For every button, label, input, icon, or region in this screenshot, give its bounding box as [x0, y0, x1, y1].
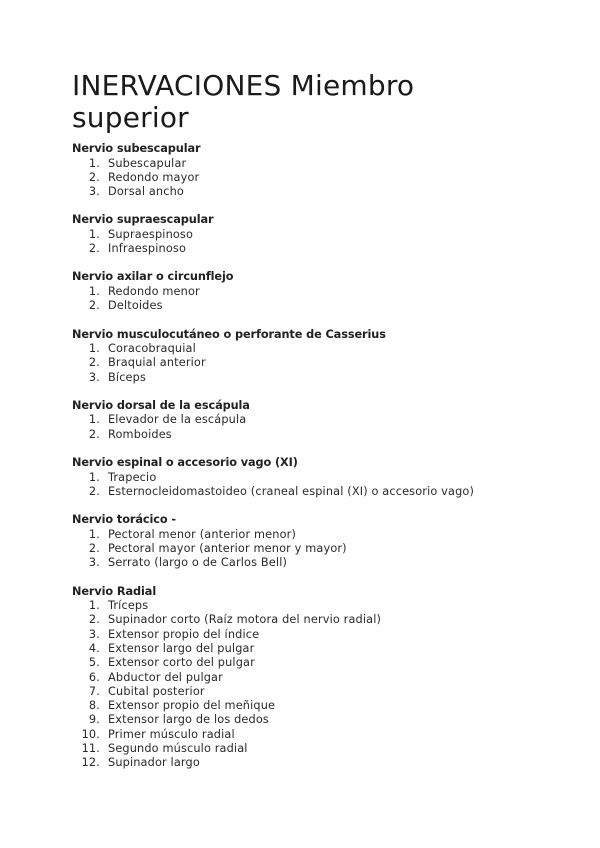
- list-number: 5.: [88, 656, 100, 670]
- nerve-heading: Nervio dorsal de la escápula: [72, 398, 250, 412]
- muscle-name: Supinador corto (Raíz motora del nervio radial): [108, 613, 382, 627]
- title-line-2: superior: [72, 101, 189, 134]
- list-number: 2.: [88, 541, 100, 555]
- list-number: 12.: [81, 756, 100, 770]
- muscle-list-item: [72, 242, 552, 256]
- muscle-name: Serrato (largo o de Carlos Bell): [108, 556, 288, 570]
- list-number: 3.: [88, 556, 100, 570]
- title-line-1: INERVACIONES Miembro: [72, 69, 415, 102]
- muscle-list: [72, 471, 552, 500]
- muscle-list-item: [72, 485, 552, 499]
- muscle-name: Extensor propio del meñique: [108, 699, 276, 713]
- document-page: [72, 70, 552, 785]
- muscle-list: [72, 228, 552, 257]
- muscle-name: Subescapular: [108, 156, 187, 170]
- muscle-name: Infraespinoso: [108, 242, 186, 256]
- nerve-heading: Nervio torácico -: [72, 513, 176, 527]
- muscle-list-item: [72, 685, 552, 699]
- list-number: 2.: [88, 242, 100, 256]
- muscle-list-item: [72, 342, 552, 356]
- muscle-list: [72, 413, 552, 442]
- muscle-list-item: [72, 471, 552, 485]
- document-title: [72, 70, 552, 134]
- list-number: 7.: [88, 684, 100, 698]
- muscle-name: Dorsal ancho: [108, 185, 184, 199]
- muscle-list-item: [72, 299, 552, 313]
- list-number: 10.: [81, 727, 100, 741]
- list-number: 2.: [88, 170, 100, 184]
- nerve-heading: Nervio espinal o accesorio vago (XI): [72, 456, 298, 470]
- muscle-list-item: [72, 642, 552, 656]
- muscle-name: Bíceps: [108, 370, 147, 384]
- list-number: 1.: [88, 227, 100, 241]
- nerve-section: [72, 142, 552, 199]
- list-number: 6.: [88, 670, 100, 684]
- nerve-section: [72, 213, 552, 256]
- muscle-list-item: [72, 356, 552, 370]
- muscle-name: Elevador de la escápula: [108, 413, 247, 427]
- muscle-list-item: [72, 713, 552, 727]
- muscle-list-item: [72, 528, 552, 542]
- muscle-list-item: [72, 171, 552, 185]
- muscle-name: Extensor corto del pulgar: [108, 656, 255, 670]
- list-number: 1.: [88, 342, 100, 356]
- list-number: 1.: [88, 156, 100, 170]
- list-number: 2.: [88, 613, 100, 627]
- nerve-heading: Nervio Radial: [72, 584, 157, 598]
- list-number: 3.: [88, 370, 100, 384]
- nerve-section: [72, 456, 552, 499]
- list-number: 1.: [88, 527, 100, 541]
- muscle-list-item: [72, 699, 552, 713]
- muscle-list-item: [72, 742, 552, 756]
- list-number: 1.: [88, 599, 100, 613]
- muscle-list-item: [72, 428, 552, 442]
- muscle-name: Segundo músculo radial: [108, 742, 248, 756]
- muscle-list: [72, 157, 552, 200]
- nerve-section: [72, 513, 552, 570]
- list-number: 2.: [88, 356, 100, 370]
- muscle-name: Coracobraquial: [108, 342, 196, 356]
- list-number: 1.: [88, 470, 100, 484]
- muscle-name: Braquial anterior: [108, 356, 206, 370]
- muscle-list: [72, 285, 552, 314]
- muscle-list-item: [72, 556, 552, 570]
- muscle-name: Deltoides: [108, 299, 163, 313]
- nerve-heading: Nervio subescapular: [72, 142, 201, 155]
- muscle-name: Cubital posterior: [108, 684, 205, 698]
- muscle-list-item: [72, 285, 552, 299]
- nerve-heading: Nervio axilar o circunflejo: [72, 270, 234, 284]
- muscle-name: Trapecio: [108, 470, 157, 484]
- list-number: 1.: [88, 413, 100, 427]
- muscle-name: Extensor largo del pulgar: [108, 641, 255, 655]
- muscle-name: Romboides: [108, 427, 172, 441]
- list-number: 1.: [88, 284, 100, 298]
- muscle-name: Extensor propio del índice: [108, 627, 260, 641]
- muscle-name: Abductor del pulgar: [108, 670, 223, 684]
- list-number: 8.: [88, 699, 100, 713]
- muscle-list: [72, 599, 552, 771]
- muscle-name: Pectoral menor (anterior menor): [108, 527, 296, 541]
- nerve-section: [72, 270, 552, 313]
- muscle-list-item: [72, 613, 552, 627]
- muscle-list-item: [72, 628, 552, 642]
- muscle-list-item: [72, 656, 552, 670]
- muscle-name: Pectoral mayor (anterior menor y mayor): [108, 541, 347, 555]
- muscle-name: Redondo mayor: [108, 170, 200, 184]
- list-number: 2.: [88, 299, 100, 313]
- muscle-list-item: [72, 728, 552, 742]
- list-number: 3.: [88, 185, 100, 199]
- muscle-list: [72, 342, 552, 385]
- muscle-list-item: [72, 228, 552, 242]
- list-number: 11.: [81, 742, 100, 756]
- muscle-list-item: [72, 371, 552, 385]
- nerve-section: [72, 399, 552, 442]
- list-number: 2.: [88, 427, 100, 441]
- muscle-name: Supinador largo: [108, 756, 200, 770]
- muscle-list-item: [72, 157, 552, 171]
- muscle-name: Primer músculo radial: [108, 727, 235, 741]
- nerve-section: [72, 328, 552, 385]
- list-number: 2.: [88, 484, 100, 498]
- muscle-list-item: [72, 671, 552, 685]
- muscle-list-item: [72, 185, 552, 199]
- list-number: 4.: [88, 641, 100, 655]
- nerve-heading: Nervio supraescapular: [72, 213, 214, 227]
- muscle-name: Esternocleidomastoideo (craneal espinal (XI) o accesorio vago): [108, 484, 475, 498]
- nerve-section: [72, 585, 552, 771]
- muscle-name: Extensor largo de los dedos: [108, 713, 269, 727]
- muscle-list-item: [72, 542, 552, 556]
- muscle-name: Tríceps: [108, 599, 149, 613]
- muscle-list-item: [72, 756, 552, 770]
- list-number: 9.: [88, 713, 100, 727]
- muscle-list: [72, 528, 552, 571]
- muscle-list-item: [72, 599, 552, 613]
- nerve-heading: Nervio musculocutáneo o perforante de Casserius: [72, 327, 386, 341]
- sections-container: [72, 142, 552, 771]
- list-number: 3.: [88, 627, 100, 641]
- muscle-name: Supraespinoso: [108, 227, 194, 241]
- muscle-name: Redondo menor: [108, 284, 200, 298]
- muscle-list-item: [72, 413, 552, 427]
